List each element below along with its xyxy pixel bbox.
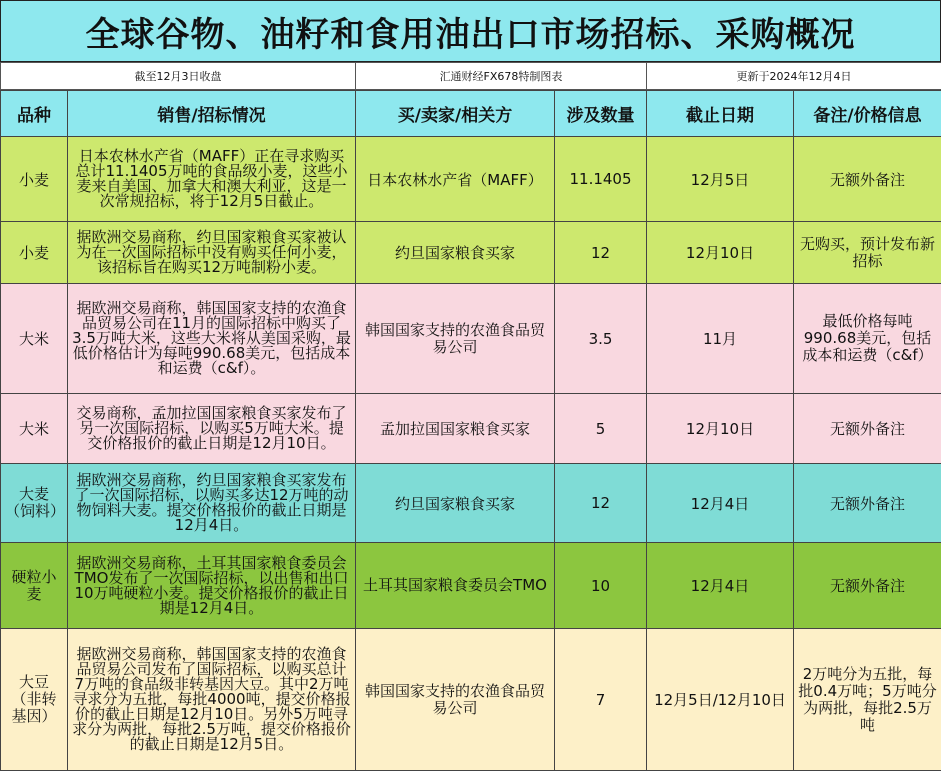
cell-quantity: 5 <box>555 394 647 464</box>
cell-variety: 大米 <box>1 284 68 394</box>
cell-deadline: 12月10日 <box>647 222 794 284</box>
cell-variety: 大麦（饲料） <box>1 464 68 543</box>
cell-quantity: 11.1405 <box>555 137 647 222</box>
table-row <box>1 543 941 629</box>
table-row <box>1 222 941 284</box>
cell-note: 无额外备注 <box>794 543 941 629</box>
cell-party: 韩国国家支持的农渔食品贸易公司 <box>356 284 555 394</box>
cell-variety: 硬粒小麦 <box>1 543 68 629</box>
header-variety: 品种 <box>1 91 68 137</box>
cell-note: 最低价格每吨990.68美元，包括成本和运费（c&f） <box>794 284 941 394</box>
cell-sales: 据欧洲交易商称，韩国国家支持的农渔食品贸易公司在11月的国际招标中购买了3.5万吨大米，这些大米将从美国采购，最低价格估计为每吨990.68美元，包括成本和运费（c&f）。 <box>68 284 356 394</box>
cell-note: 无额外备注 <box>794 137 941 222</box>
table-row <box>1 629 941 771</box>
cell-note: 无购买，预计发布新招标 <box>794 222 941 284</box>
cell-note: 无额外备注 <box>794 464 941 543</box>
cell-party: 土耳其国家粮食委员会TMO <box>356 543 555 629</box>
table-row <box>1 137 941 222</box>
header-sales: 销售/招标情况 <box>68 91 356 137</box>
cell-party: 约旦国家粮食买家 <box>356 464 555 543</box>
info-close-date: 截至12月3日收盘 <box>1 63 356 90</box>
cell-quantity: 10 <box>555 543 647 629</box>
cell-party: 韩国国家支持的农渔食品贸易公司 <box>356 629 555 771</box>
cell-variety: 大豆（非转基因） <box>1 629 68 771</box>
info-bar <box>0 62 941 90</box>
cell-deadline: 12月10日 <box>647 394 794 464</box>
table-row <box>1 394 941 464</box>
info-source: 汇通财经FX678特制图表 <box>356 63 647 90</box>
header-quantity: 涉及数量 <box>555 91 647 137</box>
cell-party: 日本农林水产省（MAFF） <box>356 137 555 222</box>
cell-sales: 交易商称，孟加拉国国家粮食买家发布了另一次国际招标，以购买5万吨大米。提交价格报价的截止日期是12月10日。 <box>68 394 356 464</box>
cell-quantity: 7 <box>555 629 647 771</box>
cell-note: 2万吨分为五批，每批0.4万吨；5万吨分为两批，每批2.5万吨 <box>794 629 941 771</box>
cell-sales: 据欧洲交易商称，韩国国家支持的农渔食品贸易公司发布了国际招标，以购买总计7万吨的食品级非转基因大豆。其中2万吨寻求分为五批，每批4000吨，提交价格报价的截止日期是12月10日。另外5万吨寻求分为两批，每批2.5万吨，提交价格报价的截止日期是12月5日。 <box>68 629 356 771</box>
cell-quantity: 3.5 <box>555 284 647 394</box>
cell-quantity: 12 <box>555 222 647 284</box>
cell-sales: 据欧洲交易商称，约旦国家粮食买家发布了一次国际招标，以购买多达12万吨的动物饲料大麦。提交价格报价的截止日期是12月4日。 <box>68 464 356 543</box>
cell-variety: 小麦 <box>1 137 68 222</box>
cell-deadline: 11月 <box>647 284 794 394</box>
header-note: 备注/价格信息 <box>794 91 941 137</box>
cell-party: 孟加拉国国家粮食买家 <box>356 394 555 464</box>
cell-variety: 大米 <box>1 394 68 464</box>
page-title: 全球谷物、油籽和食用油出口市场招标、采购概况 <box>0 0 941 62</box>
cell-deadline: 12月5日/12月10日 <box>647 629 794 771</box>
cell-party: 约旦国家粮食买家 <box>356 222 555 284</box>
header-row <box>1 91 941 137</box>
tender-table <box>0 90 941 771</box>
table-row <box>1 284 941 394</box>
cell-deadline: 12月4日 <box>647 543 794 629</box>
cell-sales: 据欧洲交易商称，约旦国家粮食买家被认为在一次国际招标中没有购买任何小麦，该招标旨在购买12万吨制粉小麦。 <box>68 222 356 284</box>
cell-note: 无额外备注 <box>794 394 941 464</box>
cell-sales: 据欧洲交易商称，土耳其国家粮食委员会TMO发布了一次国际招标，以出售和出口10万吨硬粒小麦。提交价格报价的截止日期是12月4日。 <box>68 543 356 629</box>
header-deadline: 截止日期 <box>647 91 794 137</box>
cell-quantity: 12 <box>555 464 647 543</box>
cell-variety: 小麦 <box>1 222 68 284</box>
cell-deadline: 12月5日 <box>647 137 794 222</box>
cell-sales: 日本农林水产省（MAFF）正在寻求购买总计11.1405万吨的食品级小麦，这些小麦来自美国、加拿大和澳大利亚，这是一次常规招标，将于12月5日截止。 <box>68 137 356 222</box>
header-party: 买/卖家/相关方 <box>356 91 555 137</box>
table-row <box>1 464 941 543</box>
cell-deadline: 12月4日 <box>647 464 794 543</box>
info-updated: 更新于2024年12月4日 <box>647 63 941 90</box>
